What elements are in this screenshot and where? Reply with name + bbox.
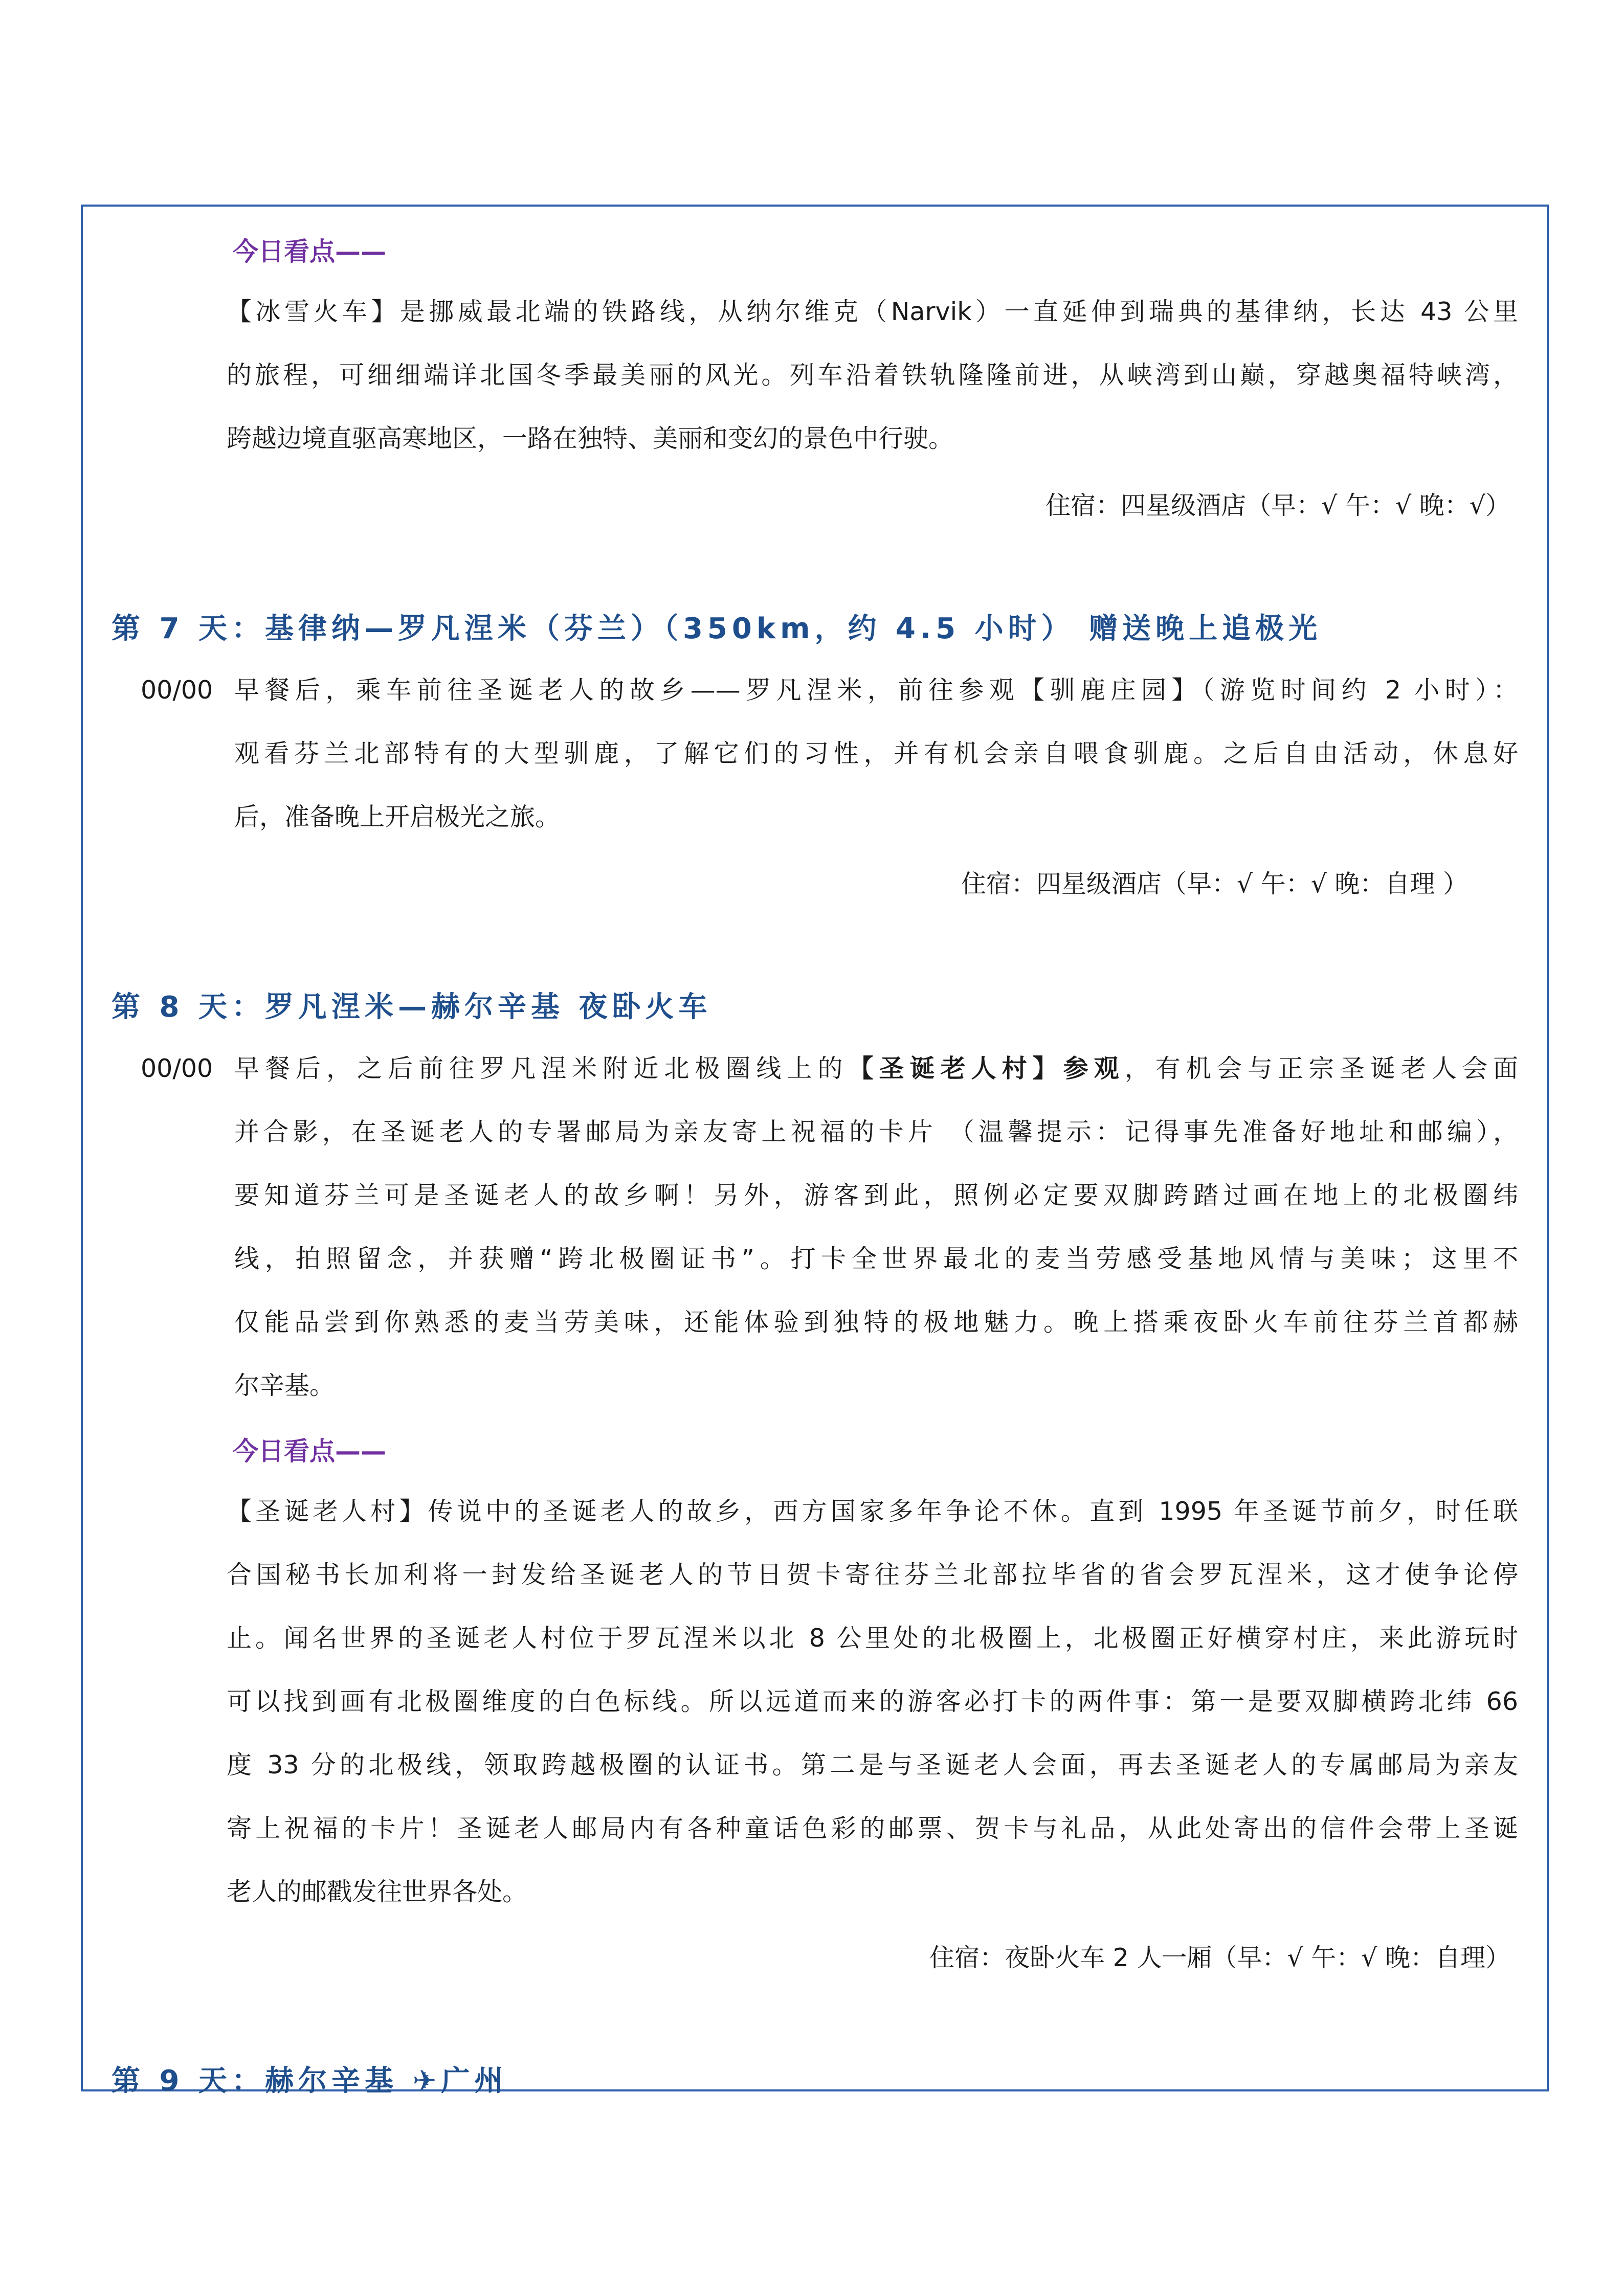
highlight-line: 度 33 分的北极线，领取跨越极圈的认证书。第二是与圣诞老人会面，再去圣诞老人的专属邮局为亲友 xyxy=(227,1750,1518,1780)
highlight-line: 止。闻名世界的圣诞老人村位于罗瓦涅米以北 8 公里处的北极圈上，北极圈正好横穿村庄，来此游玩时 xyxy=(227,1624,1518,1653)
activity-line: 后，准备晚上开启极光之旅。 xyxy=(234,802,561,831)
lodging-info: 住宿：四星级酒店（早：√ 午：√ 晚：自理 ） xyxy=(961,869,1468,898)
activity-line: 观看芬兰北部特有的大型驯鹿，了解它们的习性，并有机会亲自喂食驯鹿。之后自由活动，休息好 xyxy=(234,739,1518,768)
activity-line: 尔辛基。 xyxy=(234,1371,335,1400)
activity-line: 并合影，在圣诞老人的专署邮局为亲友寄上祝福的卡片 （温馨提示：记得事先准备好地址和邮编）， xyxy=(234,1117,1518,1146)
day-title: 第 9 天：赫尔辛基 ✈广州 xyxy=(112,2064,508,2098)
highlight-heading: 今日看点—— xyxy=(233,237,386,266)
highlight-line: 老人的邮戳发往世界各处。 xyxy=(227,1877,528,1906)
activity-line: 要知道芬兰可是圣诞老人的故乡啊！另外，游客到此，照例必定要双脚跨踏过画在地上的北极圈纬 xyxy=(234,1181,1518,1210)
highlight-line: 跨越边境直驱高寒地区，一路在独特、美丽和变幻的景色中行驶。 xyxy=(227,424,954,453)
time-slot: 00/00 xyxy=(141,676,213,705)
highlight-line: 寄上祝福的卡片！圣诞老人邮局内有各种童话色彩的邮票、贺卡与礼品，从此处寄出的信件会带上圣诞 xyxy=(227,1814,1518,1843)
time-slot: 00/00 xyxy=(141,1054,213,1083)
lodging-info: 住宿：四星级酒店（早：√ 午：√ 晚：√） xyxy=(1045,491,1510,520)
highlight-heading: 今日看点—— xyxy=(233,1436,386,1466)
highlight-line: 合国秘书长加利将一封发给圣诞老人的节日贺卡寄往芬兰北部拉毕省的省会罗瓦涅米，这才使争论停 xyxy=(227,1560,1518,1589)
highlight-line: 【冰雪火车】是挪威最北端的铁路线，从纳尔维克（Narvik）一直延伸到瑞典的基律纳，长达 43 公里 xyxy=(227,297,1518,326)
highlight-line: 【圣诞老人村】传说中的圣诞老人的故乡，西方国家多年争论不休。直到 1995 年圣诞节前夕，时任联 xyxy=(227,1497,1518,1526)
activity-line: 早餐后，之后前往罗凡涅米附近北极圈线上的【圣诞老人村】参观，有机会与正宗圣诞老人会面 xyxy=(234,1054,1518,1083)
activity-line: 仅能品尝到你熟悉的麦当劳美味，还能体验到独特的极地魅力。晚上搭乘夜卧火车前往芬兰首都赫 xyxy=(234,1308,1518,1337)
activity-line: 线，拍照留念，并获赠“跨北极圈证书”。打卡全世界最北的麦当劳感受基地风情与美味；这里不 xyxy=(234,1244,1518,1273)
lodging-info: 住宿：夜卧火车 2 人一厢（早：√ 午：√ 晚：自理） xyxy=(929,1943,1510,1972)
activity-line: 早餐后，乘车前往圣诞老人的故乡——罗凡涅米，前往参观【驯鹿庄园】（游览时间约 2 小时）： xyxy=(234,676,1518,705)
highlight-line: 可以找到画有北极圈维度的白色标线。所以远道而来的游客必打卡的两件事：第一是要双脚横跨北纬 66 xyxy=(227,1687,1518,1716)
day-title: 第 7 天：基律纳—罗凡涅米（芬兰）（350km，约 4.5 小时） 赠送晚上追极光 xyxy=(112,612,1322,645)
day-title: 第 8 天：罗凡涅米—赫尔辛基 夜卧火车 xyxy=(112,991,712,1024)
highlight-line: 的旅程，可细细端详北国冬季最美丽的风光。列车沿着铁轨隆隆前进，从峡湾到山巅，穿越奥福特峡湾， xyxy=(227,361,1518,390)
